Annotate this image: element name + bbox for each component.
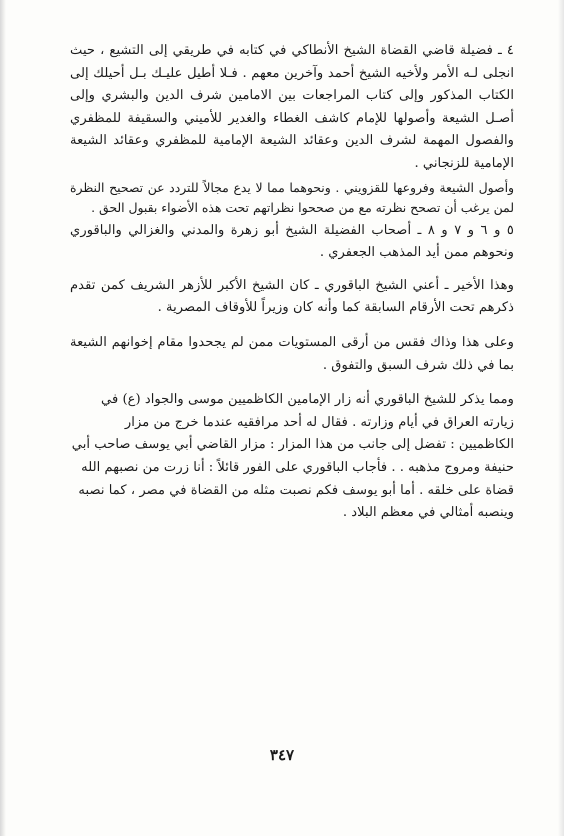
page-number: ٣٤٧ <box>269 746 295 764</box>
paragraph-item-4: ٤ ـ فضيلة قاضي القضاة الشيخ الأنطاكي في كتابه في طريقي إلى التشيع ، حيث انجلى لـه الأمر ولأخيه الشيخ أحمد وآخرين معهم . فـلا أطيل عليـك بـل أحيلك إلى الكتاب المذكور وإلى كتاب المراجعات بين الامامين شرف الدين والبشري وإلى أصـل الشيعة وأصولها للإمام كاشف الغطاء والغدير للأميني والسقيفة للمظفري والفصول المهمة لشرف الدين وعقائد الشيعة الإمامية للمظفري وعقائد الشيعة الإمامية للزنجاني . <box>70 43 514 171</box>
page-right-edge-shadow <box>558 0 564 836</box>
paragraph-items-5-8: ٥ و ٦ و ٧ و ٨ ـ أصحاب الفضيلة الشيخ أبو زهرة والمدني والغزالي والباقوري ونحوهم ممن أيد المذهب الجعفري . <box>70 222 514 261</box>
main-text-block <box>70 40 514 525</box>
paragraph-anecdote: ومما يذكر للشيخ الباقوري أنه زار الإمامين الكاظميين موسى والجواد (ع) في زيارته العراق في أيام وزارته . فقال له أحد مرافقيه عندما خرج من مزار الكاظميين : تفضل إلى جانب من هذا المزار : مزار القاضي أبي يوسف صاحب أبي حنيفة ومروج مذهبه . . فأجاب الباقوري على الفور قائلاً : أنا زرت من نصبهم الله قضاة على خلقه . أما أبو يوسف فكم نصبت مثله من القضاة في مصر ، كما نصبه وينصبه أمثالي في معظم البلاد . <box>71 392 514 521</box>
paragraph-baqouri-note: وهذا الأخير ـ أعني الشيخ الباقوري ـ كان الشيخ الأكبر للأزهر الشريف كمن تقدم ذكرهم تحت الأرقام السابقة كما وأنه كان وزيراً للأوقاف المصرية . <box>70 277 514 316</box>
paragraph-comparison: وعلى هذا وذاك فقس من أرقى المستويات ممن لم يجحدوا مقام إخوانهم الشيعة بما في ذلك شرف السبق والتفوق . <box>70 334 514 373</box>
paragraph-item-4-continued: وأصول الشيعة وفروعها للقزويني . ونحوهما مما لا يدع مجالاً للتردد عن تصحيح النظرة لمن يرغب أن تصحح نظرته مع من صححوا نظراتهم تحت هذه الأضواء بقبول الحق . <box>70 179 514 215</box>
page-left-edge-shadow <box>0 0 6 836</box>
